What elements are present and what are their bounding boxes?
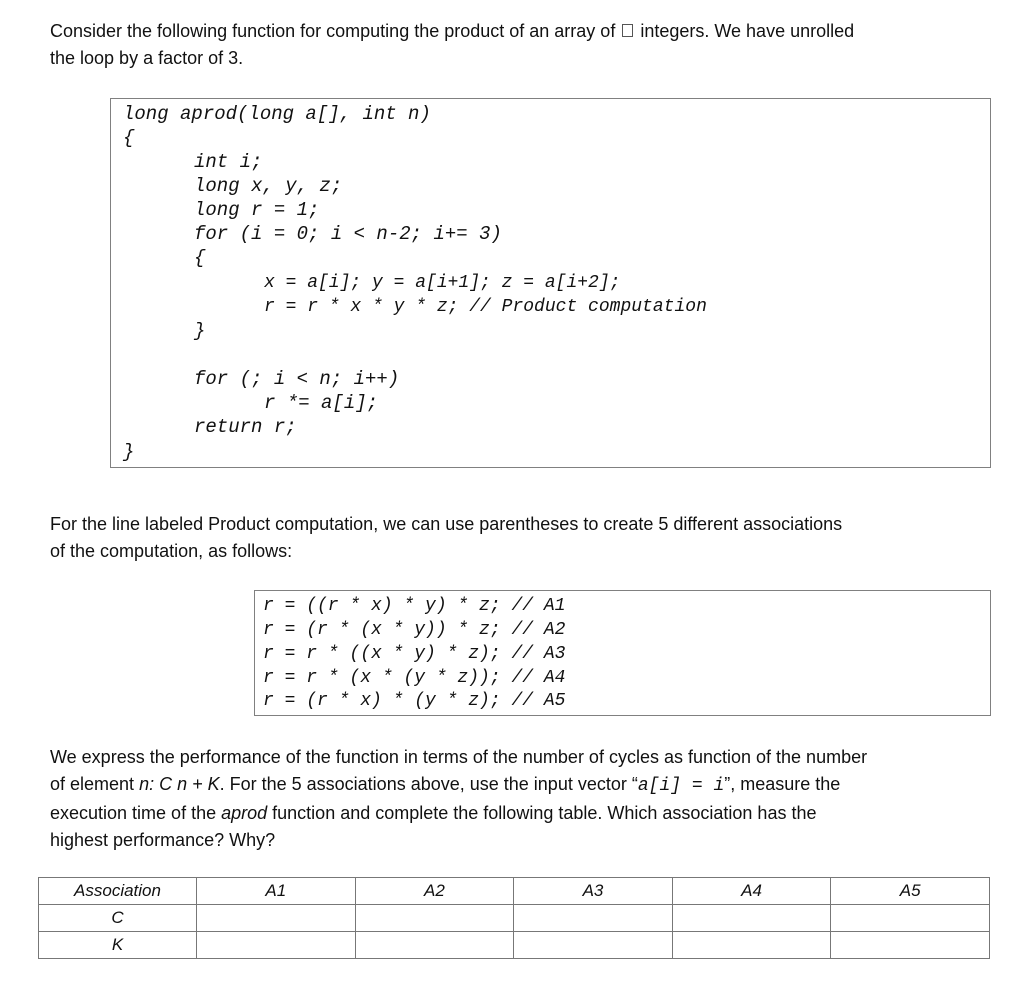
code-line: { (194, 247, 206, 269)
code-line: long x, y, z; (194, 175, 343, 197)
missing-glyph-icon (622, 24, 633, 37)
table-cell (831, 905, 990, 932)
middle-text-line1: For the line labeled Product computation, we can use parentheses to create 5 different associations (50, 514, 843, 534)
formula-text: n: C n + K (139, 774, 220, 794)
table-row-label: C (39, 905, 197, 932)
table-header-cell: A2 (355, 878, 514, 905)
table-row (39, 932, 990, 959)
table-cell (355, 932, 514, 959)
input-vector-code: a[i] = i (637, 776, 725, 796)
table-row (39, 905, 990, 932)
table-cell (514, 905, 673, 932)
code-line: } (194, 320, 206, 342)
association-line: r = (r * x) * (y * z); // A5 (263, 691, 566, 711)
code-line: return r; (194, 416, 297, 438)
intro-text-line2: the loop by a factor of 3. (50, 48, 244, 68)
association-line: r = ((r * x) * y) * z; // A1 (263, 596, 566, 616)
association-line: r = (r * (x * y)) * z; // A2 (263, 620, 566, 640)
code-line: r *= a[i]; (264, 392, 379, 414)
code-line: long r = 1; (194, 199, 320, 221)
code-line: int i; (194, 151, 263, 173)
association-line: r = r * ((x * y) * z); // A3 (263, 644, 566, 664)
table-header-cell: A3 (514, 878, 673, 905)
code-line: r = r * x * y * z; // Product computation (264, 297, 707, 317)
associations-intro (50, 511, 842, 565)
table-cell (514, 932, 673, 959)
table-cell (197, 905, 356, 932)
code-line: } (123, 441, 135, 463)
code-line: { (123, 127, 135, 149)
outro-text: execution time of the (50, 803, 222, 823)
table-header-cell: Association (39, 878, 197, 905)
code-line: x = a[i]; y = a[i+1]; z = a[i+2]; (264, 273, 621, 293)
table-header-cell: A1 (197, 878, 356, 905)
table-cell (672, 932, 831, 959)
table-cell (197, 932, 356, 959)
intro-text: Consider the following function for computing the product of an array of (50, 21, 621, 41)
outro-text: function and complete the following table. Which association has the (267, 803, 817, 823)
table-cell (672, 905, 831, 932)
middle-text-line2: of the computation, as follows: (50, 541, 293, 561)
intro-paragraph (50, 18, 854, 72)
results-table (38, 877, 990, 959)
associations-block (254, 590, 991, 716)
performance-question (50, 744, 867, 854)
outro-text: . For the 5 associations above, use the input vector “ (219, 774, 638, 794)
outro-text: ”, measure the (724, 774, 841, 794)
code-block (110, 98, 991, 468)
outro-text: of element (50, 774, 140, 794)
code-line: for (i = 0; i < n-2; i+= 3) (194, 223, 502, 245)
table-row-label: K (39, 932, 197, 959)
intro-text-cont: integers. We have unrolled (635, 21, 855, 41)
code-line: long aprod(long a[], int n) (123, 103, 431, 125)
outro-text-line1: We express the performance of the function in terms of the number of cycles as function of the number (50, 747, 868, 767)
table-header-cell: A5 (831, 878, 990, 905)
table-header-cell: A4 (672, 878, 831, 905)
function-name: aprod (221, 803, 268, 823)
code-line: for (; i < n; i++) (194, 368, 400, 390)
outro-text-line4: highest performance? Why? (50, 830, 276, 850)
table-header-row (39, 878, 990, 905)
table-cell (355, 905, 514, 932)
table-cell (831, 932, 990, 959)
association-line: r = r * (x * (y * z)); // A4 (263, 668, 566, 688)
